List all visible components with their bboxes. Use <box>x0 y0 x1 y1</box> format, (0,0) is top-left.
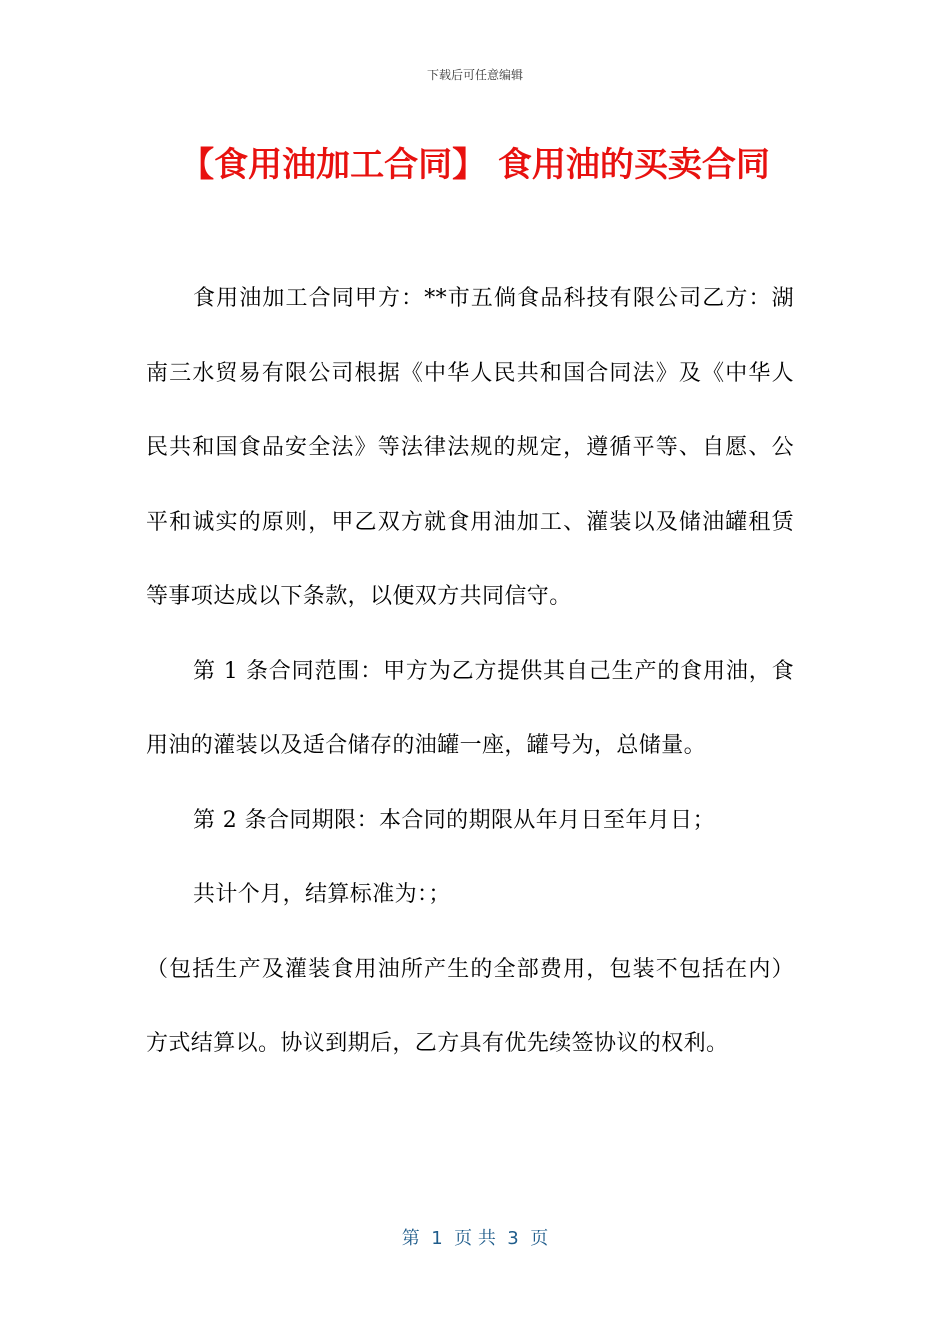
page-number-footer: 第 1 页 共 3 页 <box>401 1228 549 1249</box>
paragraph-settlement: 共计个月，结算标准为：； <box>193 882 451 907</box>
document-title: 【食用油加工合同】 食用油的买卖合同 <box>180 145 770 185</box>
paragraph-parties: 食用油加工合同甲方：**市五倘食品科技有限公司乙方：湖南三水贸易有限公司根据《中华人民共和国合同法》及《中华人民共和国食品安全法》等法律法规的规定，遵循平等、自愿、公平和诚实的原则，甲乙双方就食用油加工、灌装以及储油罐租赁等事项达成以下条款，以便双方共同信守。 <box>146 286 794 609</box>
paragraph-settlement-detail: （包括生产及灌装食用油所产生的全部费用，包装不包括在内）方式结算以。协议到期后，乙方具有优先续签协议的权利。 <box>146 956 794 1056</box>
header-note: 下载后可任意编辑 <box>426 68 523 82</box>
paragraph-article-1: 第 1 条合同范围：甲方为乙方提供其自己生产的食用油，食用油的灌装以及适合储存的油罐一座，罐号为，总储量。 <box>146 658 794 758</box>
document-body <box>146 262 794 1082</box>
paragraph-article-2: 第 2 条合同期限：本合同的期限从年月日至年月日； <box>193 807 715 833</box>
